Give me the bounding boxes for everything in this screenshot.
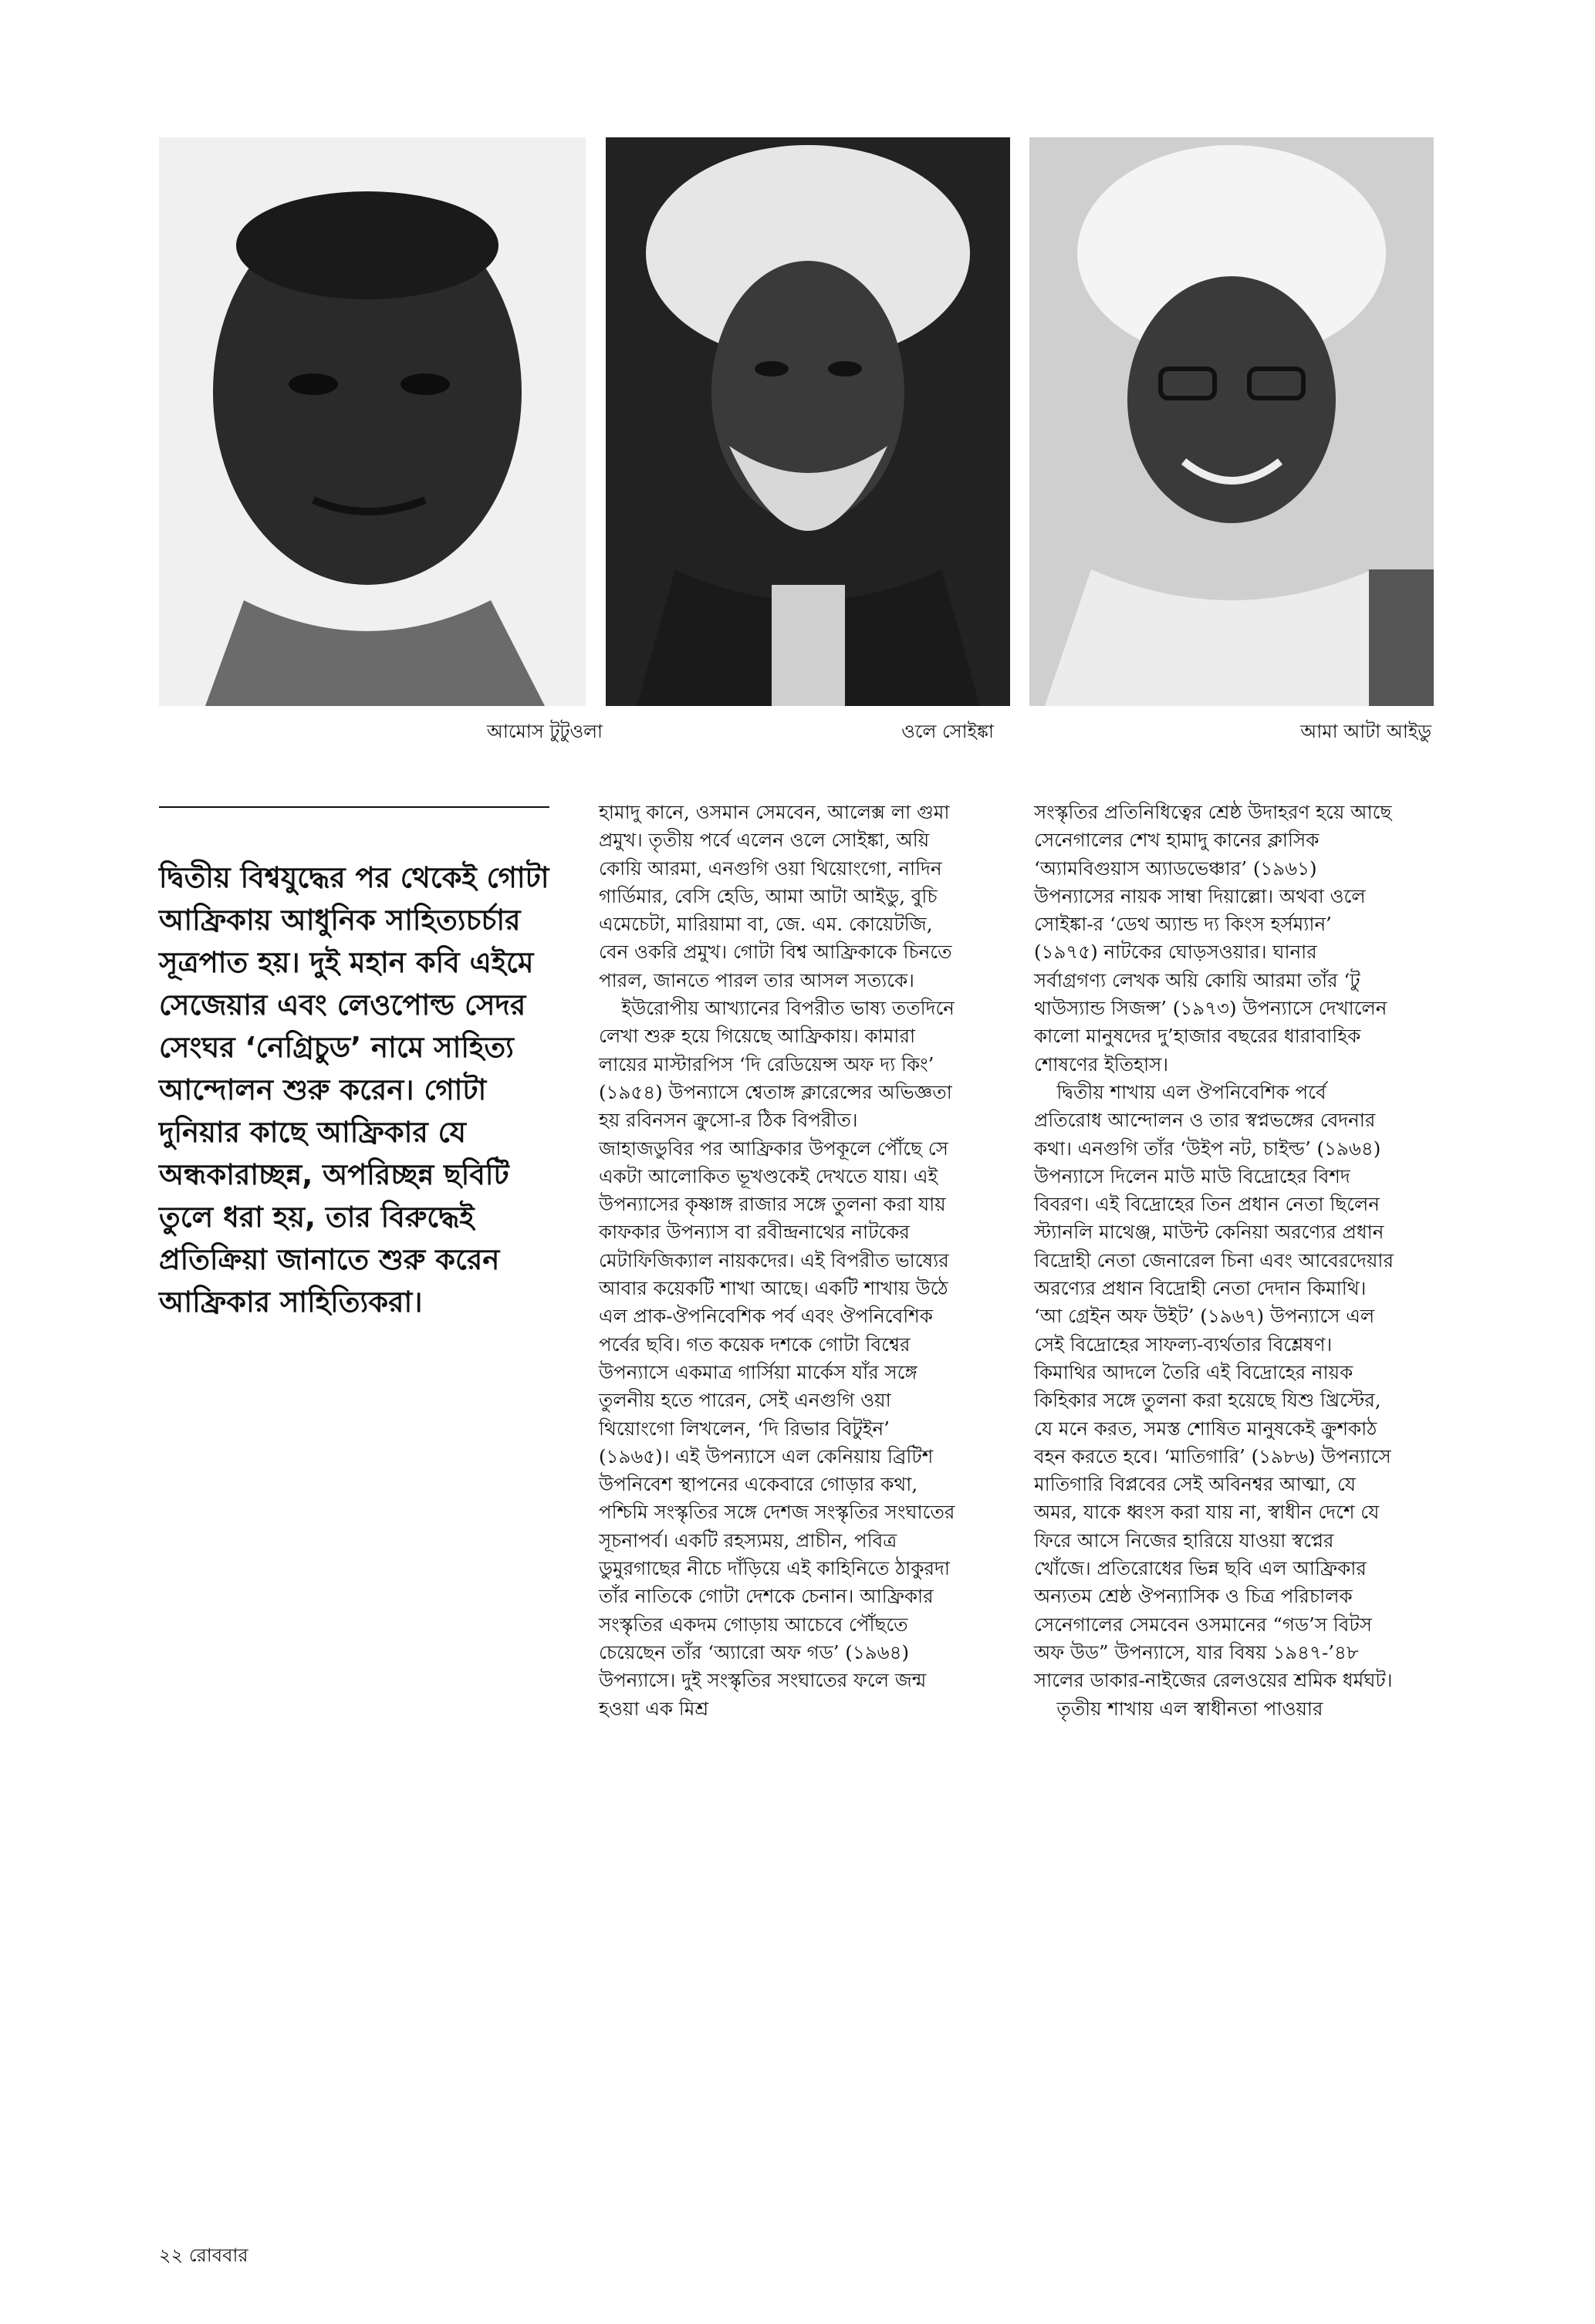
caption-photo-2: ওলে সোইঙ্কা (901, 721, 994, 742)
pull-quote-rule (159, 806, 549, 808)
article-paragraph: সংস্কৃতির প্রতিনিধিত্বের শ্রেষ্ঠ উদাহরণ হয়ে আছে সেনেগালের শেখ হামাদু কানের ক্লাসিক ‘অ্যামবিগুয়াস অ্যাডভেঞ্চার’ (১৯৬১) উপন্যাসের নায়ক সাম্বা দিয়াল্লো। অথবা ওলে সোইঙ্কা-র ‘ডেথ অ্যান্ড দ্য কিংস হর্সম্যান’ (১৯৭৫) নাটকের ঘোড়সওয়ার। ঘানার সর্বাগ্রগণ্য লেখক অয়ি কোয়ি আরমা তাঁর ‘টু থাউস্যান্ড সিজন্স’ (১৯৭৩) উপন্যাসে দেখালেন কালো মানুষদের দু’হাজার বছরের ধারাবাহিক শোষণের ইতিহাস। (1034, 801, 1392, 1076)
pull-quote: দ্বিতীয় বিশ্বযুদ্ধের পর থেকেই গোটা আফ্রিকায় আধুনিক সাহিত্যচর্চার সূত্রপাত হয়। দুই মহান কবি এইমে সেজেয়ার এবং লেওপোল্ড সেদর সেংঘর ‘নেগ্রিচুড’ নামে সাহিত্য আন্দোলন শুরু করেন। গোটা দুনিয়ার কাছে আফ্রিকার যে অন্ধকারাচ্ছন্ন, অপরিচ্ছন্ন ছবিটি তুলে ধরা হয়, তার বিরুদ্ধেই প্রতিক্রিয়া জানাতে শুরু করেন আফ্রিকার সাহিত্যিকরা। (159, 861, 549, 1319)
article-column-1 (599, 799, 958, 1723)
photo-amos-tutuola (159, 137, 586, 706)
article-paragraph: তৃতীয় শাখায় এল স্বাধীনতা পাওয়ার (1056, 1697, 1323, 1720)
page-folio: ২২ রোববার (159, 2245, 248, 2266)
article-paragraph: হামাদু কানে, ওসমান সেমবেন, আলেক্স লা গুমা প্রমুখ। তৃতীয় পর্বে এলেন ওলে সোইঙ্কা, অয়ি কোয়ি আরমা, এনগুগি ওয়া থিয়োংগো, নাদিন গার্ডিমার, বেসি হেডি, আমা আটা আইডু, বুচি এমেচেটা, মারিয়ামা বা, জে. এম. কোয়েটজি, বেন ওকরি প্রমুখ। গোটা বিশ্ব আফ্রিকাকে চিনতে পারল, জানতে পারল তার আসল সত্যকে। (599, 801, 952, 991)
caption-photo-1: আমোস টুটুওলা (486, 721, 603, 742)
caption-photo-3: আমা আটা আইডু (1300, 721, 1431, 742)
photo-wole-soyinka (606, 137, 1010, 706)
photo-ama-ata-aidoo (1029, 137, 1434, 706)
article-column-2 (1034, 799, 1394, 1723)
article-paragraph: ইউরোপীয় আখ্যানের বিপরীত ভাষ্য ততদিনে লেখা শুরু হয়ে গিয়েছে আফ্রিকায়। কামারা লায়ের মাস্টারপিস ‘দি রেডিয়েন্স অফ দ্য কিং’ (১৯৫৪) উপন্যাসে শ্বেতাঙ্গ ক্লারেন্সের অভিজ্ঞতা হয় রবিনসন ক্রুসো-র ঠিক বিপরীত। জাহাজডুবির পর আফ্রিকার উপকূলে পৌঁছে সে একটা আলোকিত ভূখণ্ডকেই দেখতে যায়। এই উপন্যাসের কৃষ্ণাঙ্গ রাজার সঙ্গে তুলনা করা যায় কাফকার উপন্যাস বা রবীন্দ্রনাথের নাটকের মেটাফিজিক্যাল নায়কদের। এই বিপরীত ভাষ্যের আবার কয়েকটি শাখা আছে। একটি শাখায় উঠে এল প্রাক-ঔপনিবেশিক পর্ব এবং ঔপনিবেশিক পর্বের ছবি। গত কয়েক দশকে গোটা বিশ্বের উপন্যাসে একমাত্র গার্সিয়া মার্কেস যাঁর সঙ্গে তুলনীয় হতে পারেন, সেই এনগুগি ওয়া থিয়োংগো লিখলেন, ‘দি রিভার বিটুইন’ (১৯৬৫)। এই উপন্যাসে এল কেনিয়ায় ব্রিটিশ উপনিবেশ স্থাপনের একেবারে গোড়ার কথা, পশ্চিমি সংস্কৃতির সঙ্গে দেশজ সংস্কৃতির সংঘাতের সূচনাপর্ব। একটি রহস্যময়, প্রাচীন, পবিত্র ডুমুরগাছের নীচে দাঁড়িয়ে এই কাহিনিতে ঠাকুরদা তাঁর নাতিকে গোটা দেশকে চেনান। আফ্রিকার সংস্কৃতির একদম গোড়ায় আচেবে পৌঁছতে চেয়েছেন তাঁর ‘অ্যারো অফ গড’ (১৯৬৪) উপন্যাসে। দুই সংস্কৃতির সংঘাতের ফলে জন্ম হওয়া এক মিশ্র (599, 997, 955, 1720)
article-paragraph: দ্বিতীয় শাখায় এল ঔপনিবেশিক পর্বে প্রতিরোধ আন্দোলন ও তার স্বপ্নভঙ্গের বেদনার কথা। এনগুগি তাঁর ‘উইপ নট, চাইল্ড’ (১৯৬৪) উপন্যাসে দিলেন মাউ মাউ বিদ্রোহের বিশদ বিবরণ। এই বিদ্রোহের তিন প্রধান নেতা ছিলেন স্ট্যানলি মাথেঞ্জ, মাউন্ট কেনিয়া অরণ্যের প্রধান বিদ্রোহী নেতা জেনারেল চিনা এবং আবেরদেয়ার অরণ্যের প্রধান বিদ্রোহী নেতা দেদান কিমাথি। ‘আ গ্রেইন অফ উইট’ (১৯৬৭) উপন্যাসে এল সেই বিদ্রোহের সাফল্য-ব্যর্থতার বিশ্লেষণ। কিমাথির আদলে তৈরি এই বিদ্রোহের নায়ক কিহিকার সঙ্গে তুলনা করা হয়েছে যিশু খ্রিস্টের, যে মনে করত, সমস্ত শোষিত মানুষকেই ক্রুশকাঠ বহন করতে হবে। ‘মাতিগারি’ (১৯৮৬) উপন্যাসে মাতিগারি বিপ্লবের সেই অবিনশ্বর আত্মা, যে অমর, যাকে ধ্বংস করা যায় না, স্বাধীন দেশে যে ফিরে আসে নিজের হারিয়ে যাওয়া স্বপ্নের খোঁজে। প্রতিরোধের ভিন্ন ছবি এল আফ্রিকার অন্যতম শ্রেষ্ঠ ঔপন্যাসিক ও চিত্র পরিচালক সেনেগালের সেমবেন ওসমানের “গড’স বিটস অফ উড” উপন্যাসে, যার বিষয় ১৯৪৭-’৪৮ সালের ডাকার-নাইজের রেলওয়ের শ্রমিক ধর্মঘট। (1034, 1080, 1394, 1692)
